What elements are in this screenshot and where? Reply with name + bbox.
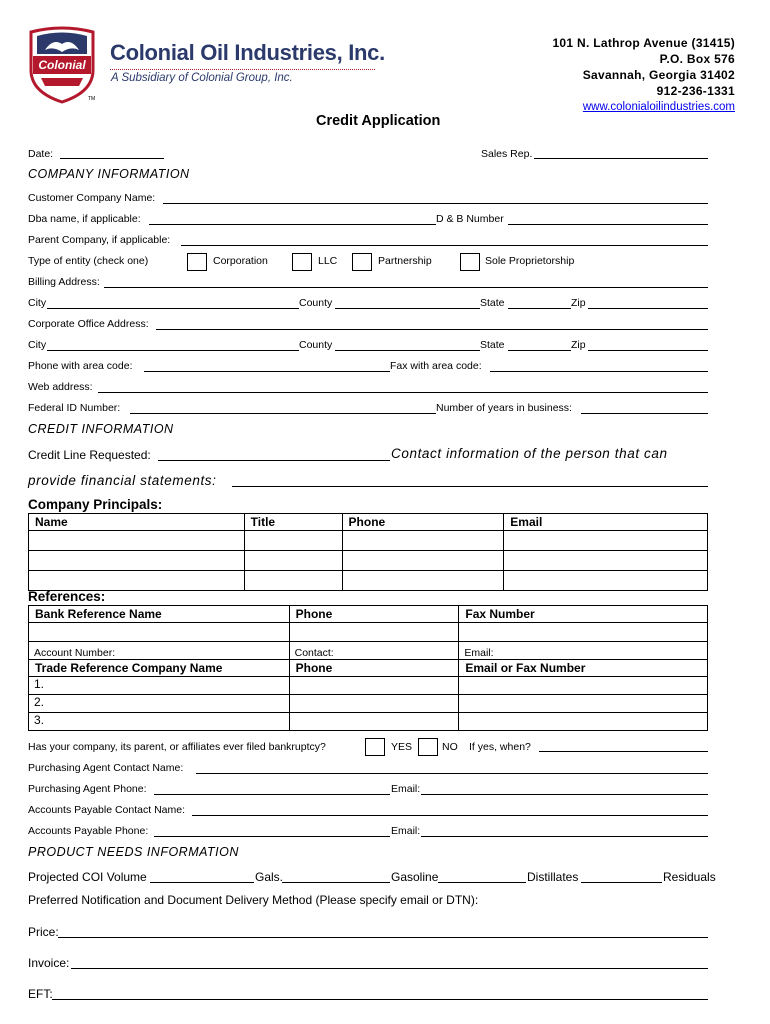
bank-header-fax: Fax Number <box>459 606 708 623</box>
gasoline-label: Gasoline <box>391 870 439 884</box>
phone-field[interactable] <box>144 371 390 372</box>
ap-name-field[interactable] <box>192 815 708 816</box>
purchasing-email-label: Email: <box>391 783 421 795</box>
bank-header-name: Bank Reference Name <box>29 606 290 623</box>
table-cell[interactable] <box>289 695 459 713</box>
customer-company-field[interactable] <box>163 203 708 204</box>
table-row <box>29 531 708 551</box>
principals-header-title: Title <box>244 514 342 531</box>
email-cell[interactable] <box>459 642 708 660</box>
billing-zip-field[interactable] <box>588 308 708 309</box>
corporate-office-label: Corporate Office Address: <box>28 318 149 330</box>
company-name: Colonial Oil Industries, Inc. <box>110 40 385 65</box>
billing-state-field[interactable] <box>508 308 571 309</box>
dba-field[interactable] <box>149 224 436 225</box>
trade-ref-cell[interactable] <box>29 677 290 695</box>
price-field[interactable] <box>58 937 708 938</box>
address-line: 101 N. Lathrop Avenue (31415) <box>552 36 735 50</box>
trademark: TM <box>88 96 96 102</box>
eft-label: EFT: <box>28 987 53 1001</box>
sales-rep-label: Sales Rep. <box>481 148 533 160</box>
table-cell[interactable] <box>29 531 245 551</box>
table-row <box>29 695 708 713</box>
principals-table <box>28 513 708 591</box>
table-cell[interactable] <box>504 571 708 591</box>
office-zip-field[interactable] <box>588 350 708 351</box>
address-block <box>552 35 735 115</box>
llc-checkbox[interactable] <box>292 253 312 271</box>
table-cell[interactable] <box>244 551 342 571</box>
price-label: Price: <box>28 925 59 939</box>
table-cell[interactable] <box>289 623 459 642</box>
office-zip-label: Zip <box>571 339 586 351</box>
db-number-field[interactable] <box>508 224 708 225</box>
table-cell[interactable] <box>29 571 245 591</box>
table-row <box>29 713 708 731</box>
billing-label: Billing Address: <box>28 276 100 288</box>
trade-row-number: 1. <box>34 677 45 691</box>
trade-row-number: 3. <box>34 713 45 727</box>
parent-field[interactable] <box>181 245 708 246</box>
parent-label: Parent Company, if applicable: <box>28 234 171 246</box>
table-row <box>29 642 708 660</box>
references-title: References: <box>28 589 106 604</box>
sole-proprietorship-label: Sole Proprietorship <box>485 255 575 267</box>
table-cell[interactable] <box>459 713 708 731</box>
logo-word: Colonial <box>38 58 86 72</box>
gals-label: Gals. <box>255 870 284 884</box>
office-county-label: County <box>299 339 333 351</box>
office-city-label: City <box>28 339 47 351</box>
pobox-line: P.O. Box 576 <box>659 52 735 66</box>
table-cell[interactable] <box>289 677 459 695</box>
account-number-cell[interactable] <box>29 642 290 660</box>
table-cell[interactable] <box>29 623 290 642</box>
yes-label: YES <box>391 741 413 753</box>
trade-header-name: Trade Reference Company Name <box>29 660 290 677</box>
billing-county-label: County <box>299 297 333 309</box>
web-field[interactable] <box>98 392 708 393</box>
table-cell[interactable] <box>244 571 342 591</box>
table-cell[interactable] <box>342 551 504 571</box>
sales-rep-field[interactable] <box>534 158 708 159</box>
billing-field[interactable] <box>104 287 708 288</box>
header-divider <box>110 69 375 70</box>
office-city-field[interactable] <box>47 350 299 351</box>
no-checkbox[interactable] <box>418 738 438 756</box>
preferred-method-label: Preferred Notification and Document Delivery Method (Please specify email or DTN): <box>28 893 479 907</box>
date-field[interactable] <box>60 158 164 159</box>
table-cell[interactable] <box>289 713 459 731</box>
billing-city-field[interactable] <box>47 308 299 309</box>
references-table <box>28 605 708 731</box>
billing-zip-label: Zip <box>571 297 586 309</box>
principals-header-name: Name <box>29 514 245 531</box>
purchasing-email-field[interactable] <box>421 794 708 795</box>
table-cell[interactable] <box>342 531 504 551</box>
sole-proprietorship-checkbox[interactable] <box>460 253 480 271</box>
billing-state-label: State <box>480 297 505 309</box>
no-label: NO <box>442 741 458 753</box>
if-yes-label: If yes, when? <box>469 741 531 753</box>
office-county-field[interactable] <box>335 350 480 351</box>
invoice-label: Invoice: <box>28 956 70 970</box>
table-cell[interactable] <box>29 551 245 571</box>
corporation-label: Corporation <box>213 255 268 267</box>
city-line: Savannah, Georgia 31402 <box>582 68 735 82</box>
db-number-label: D & B Number <box>436 213 504 225</box>
contact-label: Contact: <box>294 647 334 659</box>
partnership-label: Partnership <box>378 255 432 267</box>
projected-field[interactable] <box>150 882 254 883</box>
table-cell[interactable] <box>504 531 708 551</box>
financial-contact-field[interactable] <box>232 486 708 487</box>
table-cell[interactable] <box>459 695 708 713</box>
years-field[interactable] <box>581 413 708 414</box>
partnership-checkbox[interactable] <box>352 253 372 271</box>
office-state-label: State <box>480 339 505 351</box>
projected-label: Projected COI Volume <box>28 870 147 884</box>
company-info-heading: COMPANY INFORMATION <box>28 167 190 181</box>
table-cell[interactable] <box>459 677 708 695</box>
dba-label: Dba name, if applicable: <box>28 213 141 225</box>
table-row <box>29 571 708 591</box>
principals-header-phone: Phone <box>342 514 504 531</box>
distillates-label: Distillates <box>527 870 579 884</box>
invoice-field[interactable] <box>71 968 708 969</box>
ap-name-label: Accounts Payable Contact Name: <box>28 804 185 816</box>
bankruptcy-label: Has your company, its parent, or affiliates ever filed bankruptcy? <box>28 741 326 753</box>
table-cell[interactable] <box>504 551 708 571</box>
table-row <box>29 623 708 642</box>
account-number-label: Account Number: <box>34 647 116 659</box>
federal-id-label: Federal ID Number: <box>28 402 121 414</box>
office-state-field[interactable] <box>508 350 571 351</box>
trade-header-phone: Phone <box>289 660 459 677</box>
table-cell[interactable] <box>244 531 342 551</box>
website-link[interactable]: www.colonialoilindustries.com <box>582 101 735 113</box>
phone-label: Phone with area code: <box>28 360 133 372</box>
table-row <box>29 677 708 695</box>
purchasing-name-field[interactable] <box>196 773 708 774</box>
billing-county-field[interactable] <box>335 308 480 309</box>
llc-label: LLC <box>318 255 338 267</box>
table-row <box>29 551 708 571</box>
gals-field[interactable] <box>282 882 390 883</box>
credit-line-field[interactable] <box>158 460 390 461</box>
product-info-heading: PRODUCT NEEDS INFORMATION <box>28 845 239 859</box>
ap-phone-label: Accounts Payable Phone: <box>28 825 149 837</box>
corporation-checkbox[interactable] <box>187 253 207 271</box>
entity-type-label: Type of entity (check one) <box>28 255 149 267</box>
principals-title: Company Principals: <box>28 497 163 512</box>
principals-header-email: Email <box>504 514 708 531</box>
yes-checkbox[interactable] <box>365 738 385 756</box>
trade-header-email-fax: Email or Fax Number <box>459 660 708 677</box>
residuals-label: Residuals <box>663 870 716 884</box>
contact-info-label-2: provide financial statements: <box>28 473 217 488</box>
distillates-field[interactable] <box>581 882 662 883</box>
web-label: Web address: <box>28 381 93 393</box>
trade-ref-cell[interactable] <box>29 695 290 713</box>
ap-email-label: Email: <box>391 825 421 837</box>
fax-label: Fax with area code: <box>390 360 482 372</box>
federal-id-field[interactable] <box>130 413 436 414</box>
trade-ref-cell[interactable] <box>29 713 290 731</box>
credit-line-label: Credit Line Requested: <box>28 448 151 462</box>
credit-info-heading: CREDIT INFORMATION <box>28 422 174 436</box>
purchasing-phone-label: Purchasing Agent Phone: <box>28 783 147 795</box>
subsidiary-text: A Subsidiary of Colonial Group, Inc. <box>111 72 293 84</box>
date-label: Date: <box>28 148 54 160</box>
phone-line: 912-236-1331 <box>656 84 735 98</box>
table-cell[interactable] <box>342 571 504 591</box>
billing-city-label: City <box>28 297 47 309</box>
years-label: Number of years in business: <box>436 402 572 414</box>
ap-phone-field[interactable] <box>154 836 390 837</box>
purchasing-phone-field[interactable] <box>154 794 390 795</box>
customer-company-label: Customer Company Name: <box>28 192 156 204</box>
contact-info-label-1: Contact information of the person that can <box>391 446 668 461</box>
contact-cell[interactable] <box>289 642 459 660</box>
fax-field[interactable] <box>490 371 708 372</box>
trade-row-number: 2. <box>34 695 45 709</box>
eft-field[interactable] <box>52 999 708 1000</box>
if-yes-field[interactable] <box>539 751 708 752</box>
email-label: Email: <box>464 647 494 659</box>
table-cell[interactable] <box>459 623 708 642</box>
bank-header-phone: Phone <box>289 606 459 623</box>
purchasing-name-label: Purchasing Agent Contact Name: <box>28 762 184 774</box>
corporate-office-field[interactable] <box>156 329 708 330</box>
gasoline-field[interactable] <box>438 882 526 883</box>
ap-email-field[interactable] <box>421 836 708 837</box>
form-title: Credit Application <box>316 113 441 129</box>
